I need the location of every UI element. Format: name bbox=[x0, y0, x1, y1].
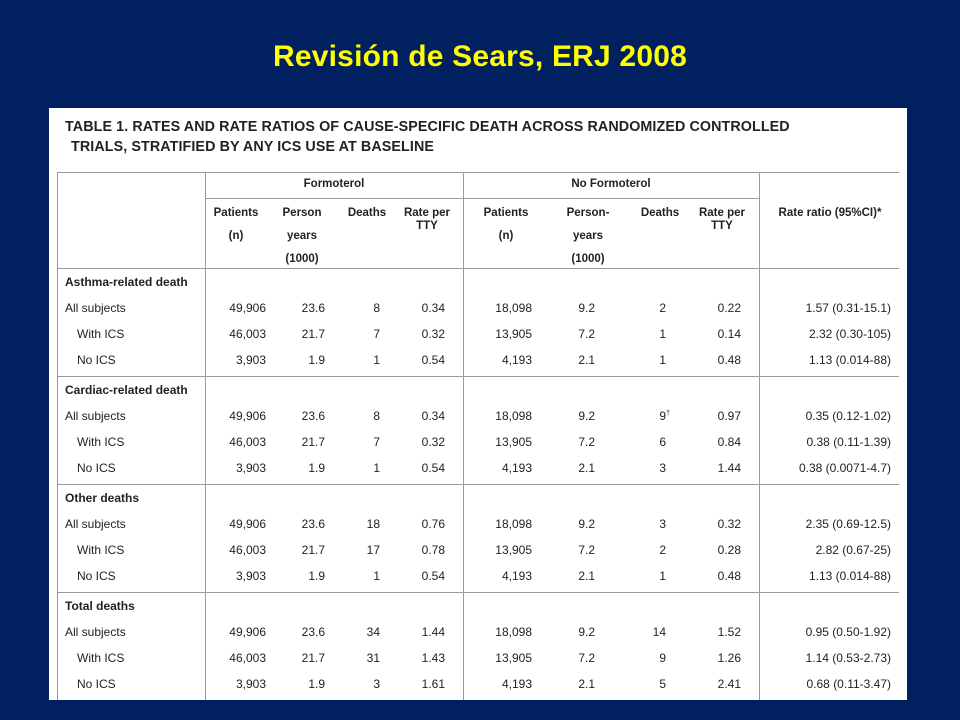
table-caption-line1: TABLE 1. RATES AND RATE RATIOS OF CAUSE-SPECIFIC DEATH ACROSS RANDOMIZED CONTROLLED bbox=[65, 119, 790, 135]
patients-no-formoterol: 13,905 bbox=[495, 327, 532, 341]
rate-ratio: 1.13 (0.014-88) bbox=[808, 353, 891, 367]
rate-no-formoterol: 0.14 bbox=[717, 327, 741, 341]
deaths-no-formoterol: 14 bbox=[652, 625, 666, 639]
rate-no-formoterol: 0.48 bbox=[717, 353, 741, 367]
col-header-patients-f: Patients bbox=[213, 207, 259, 219]
patients-no-formoterol: 4,193 bbox=[501, 353, 532, 367]
person-years-no-formoterol: 2.1 bbox=[578, 569, 595, 583]
col-header-deaths-f: Deaths bbox=[347, 207, 387, 219]
patients-no-formoterol: 13,905 bbox=[495, 651, 532, 665]
deaths-no-formoterol: 3 bbox=[659, 461, 666, 475]
rate-formoterol: 0.78 bbox=[421, 543, 445, 557]
row-divider bbox=[57, 592, 899, 593]
column-divider bbox=[759, 172, 760, 700]
rate-formoterol: 1.44 bbox=[421, 625, 445, 639]
deaths-no-formoterol: 3 bbox=[659, 517, 666, 531]
patients-formoterol: 3,903 bbox=[235, 569, 266, 583]
person-years-no-formoterol: 2.1 bbox=[578, 353, 595, 367]
col-header-rate-ratio: Rate ratio (95%CI)* bbox=[778, 207, 882, 219]
deaths-formoterol: 17 bbox=[366, 543, 380, 557]
row-divider bbox=[57, 484, 899, 485]
rate-no-formoterol: 0.32 bbox=[717, 517, 741, 531]
rate-formoterol: 0.54 bbox=[421, 461, 445, 475]
person-years-no-formoterol: 7.2 bbox=[578, 651, 595, 665]
group-header-formoterol: Formoterol bbox=[303, 178, 365, 190]
deaths-value: 9 bbox=[659, 409, 667, 423]
rate-ratio: 1.14 (0.53-2.73) bbox=[805, 651, 891, 665]
patients-no-formoterol: 4,193 bbox=[501, 677, 532, 691]
deaths-formoterol: 18 bbox=[366, 517, 380, 531]
col-header-deaths-nf: Deaths bbox=[640, 207, 680, 219]
section-header: Other deaths bbox=[65, 491, 140, 505]
person-years-formoterol: 1.9 bbox=[308, 353, 325, 367]
row-divider bbox=[57, 376, 899, 377]
rate-formoterol: 0.32 bbox=[421, 435, 445, 449]
rate-ratio: 2.32 (0.30-105) bbox=[808, 327, 891, 341]
table-caption-line2: TRIALS, STRATIFIED BY ANY ICS USE AT BASELINE bbox=[71, 139, 435, 155]
person-years-no-formoterol: 9.2 bbox=[578, 517, 595, 531]
row-label: All subjects bbox=[65, 301, 126, 315]
row-label: With ICS bbox=[77, 651, 125, 665]
person-years-formoterol: 1.9 bbox=[308, 461, 325, 475]
col-header-rate-nf: TTY bbox=[711, 220, 733, 232]
patients-no-formoterol: 18,098 bbox=[495, 517, 532, 531]
row-label: With ICS bbox=[77, 327, 125, 341]
deaths-no-formoterol: 2 bbox=[659, 301, 666, 315]
person-years-no-formoterol: 9.2 bbox=[578, 301, 595, 315]
group-header-no-formoterol: No Formoterol bbox=[571, 178, 651, 190]
rate-ratio: 1.13 (0.014-88) bbox=[808, 569, 891, 583]
person-years-formoterol: 23.6 bbox=[301, 409, 325, 423]
person-years-formoterol: 1.9 bbox=[308, 569, 325, 583]
patients-no-formoterol: 18,098 bbox=[495, 625, 532, 639]
patients-formoterol: 3,903 bbox=[235, 461, 266, 475]
person-years-no-formoterol: 7.2 bbox=[578, 543, 595, 557]
slide-title: Revisión de Sears, ERJ 2008 bbox=[273, 40, 687, 73]
person-years-formoterol: 21.7 bbox=[301, 543, 325, 557]
rate-formoterol: 0.54 bbox=[421, 353, 445, 367]
table-image bbox=[49, 108, 907, 700]
rate-ratio: 0.68 (0.11-3.47) bbox=[806, 677, 891, 691]
rate-ratio: 1.57 (0.31-15.1) bbox=[805, 301, 891, 315]
patients-no-formoterol: 4,193 bbox=[501, 461, 532, 475]
rate-no-formoterol: 1.52 bbox=[717, 625, 741, 639]
row-label: All subjects bbox=[65, 517, 126, 531]
col-header-person-years-f: Person bbox=[282, 207, 322, 219]
patients-formoterol: 3,903 bbox=[235, 353, 266, 367]
col-header-patients-f: (n) bbox=[228, 230, 244, 242]
patients-no-formoterol: 13,905 bbox=[495, 435, 532, 449]
deaths-formoterol: 1 bbox=[373, 461, 380, 475]
person-years-no-formoterol: 7.2 bbox=[578, 435, 595, 449]
rate-no-formoterol: 0.84 bbox=[717, 435, 741, 449]
patients-formoterol: 46,003 bbox=[229, 435, 266, 449]
col-header-rate-nf: Rate per bbox=[698, 207, 746, 219]
col-header-patients-nf: Patients bbox=[483, 207, 529, 219]
col-header-patients-nf: (n) bbox=[498, 230, 514, 242]
deaths-no-formoterol: 2 bbox=[659, 543, 666, 557]
rate-formoterol: 0.54 bbox=[421, 569, 445, 583]
rate-no-formoterol: 1.26 bbox=[717, 651, 741, 665]
col-header-rate-f: TTY bbox=[416, 220, 438, 232]
person-years-no-formoterol: 2.1 bbox=[578, 461, 595, 475]
patients-formoterol: 49,906 bbox=[229, 517, 266, 531]
person-years-no-formoterol: 9.2 bbox=[578, 409, 595, 423]
col-header-person-years-f: years bbox=[286, 230, 318, 242]
col-header-person-years-f: (1000) bbox=[285, 253, 319, 265]
row-label: No ICS bbox=[77, 353, 116, 367]
rate-formoterol: 0.34 bbox=[421, 301, 445, 315]
patients-formoterol: 46,003 bbox=[229, 327, 266, 341]
patients-formoterol: 49,906 bbox=[229, 625, 266, 639]
row-label: With ICS bbox=[77, 543, 125, 557]
patients-formoterol: 46,003 bbox=[229, 543, 266, 557]
deaths-formoterol: 34 bbox=[366, 625, 380, 639]
deaths-formoterol: 1 bbox=[373, 353, 380, 367]
patients-no-formoterol: 18,098 bbox=[495, 409, 532, 423]
rate-ratio: 0.38 (0.0071-4.7) bbox=[798, 461, 891, 475]
col-header-rate-f: Rate per bbox=[403, 207, 451, 219]
patients-formoterol: 49,906 bbox=[229, 301, 266, 315]
patients-formoterol: 46,003 bbox=[229, 651, 266, 665]
patients-no-formoterol: 18,098 bbox=[495, 301, 532, 315]
rate-formoterol: 0.34 bbox=[421, 409, 445, 423]
rate-no-formoterol: 0.48 bbox=[717, 569, 741, 583]
person-years-no-formoterol: 7.2 bbox=[578, 327, 595, 341]
deaths-formoterol: 7 bbox=[373, 327, 380, 341]
rate-ratio: 2.82 (0.67-25) bbox=[815, 543, 891, 557]
person-years-formoterol: 23.6 bbox=[301, 625, 325, 639]
deaths-no-formoterol: 1 bbox=[659, 327, 666, 341]
rate-ratio: 0.35 (0.12-1.02) bbox=[805, 409, 891, 423]
deaths-formoterol: 8 bbox=[373, 301, 380, 315]
person-years-formoterol: 23.6 bbox=[301, 517, 325, 531]
col-header-person-years-nf: Person- bbox=[566, 207, 610, 219]
column-divider bbox=[57, 172, 58, 700]
section-header: Asthma-related death bbox=[65, 275, 188, 289]
rate-no-formoterol: 2.41 bbox=[717, 677, 741, 691]
deaths-no-formoterol: 6 bbox=[659, 435, 666, 449]
person-years-formoterol: 21.7 bbox=[301, 327, 325, 341]
deaths-formoterol: 1 bbox=[373, 569, 380, 583]
rate-ratio: 0.38 (0.11-1.39) bbox=[806, 435, 891, 449]
patients-no-formoterol: 13,905 bbox=[495, 543, 532, 557]
patients-formoterol: 3,903 bbox=[235, 677, 266, 691]
rate-no-formoterol: 1.44 bbox=[717, 461, 741, 475]
deaths-formoterol: 3 bbox=[373, 677, 380, 691]
person-years-no-formoterol: 9.2 bbox=[578, 625, 595, 639]
rate-ratio: 0.95 (0.50-1.92) bbox=[805, 625, 891, 639]
section-header: Cardiac-related death bbox=[65, 383, 188, 397]
row-label: With ICS bbox=[77, 435, 125, 449]
person-years-formoterol: 1.9 bbox=[308, 677, 325, 691]
rate-no-formoterol: 0.22 bbox=[717, 301, 741, 315]
col-header-person-years-nf: years bbox=[572, 230, 604, 242]
deaths-no-formoterol: 5 bbox=[659, 677, 666, 691]
row-divider bbox=[57, 268, 899, 269]
row-label: No ICS bbox=[77, 461, 116, 475]
section-header: Total deaths bbox=[65, 599, 135, 613]
table-caption bbox=[65, 117, 895, 157]
col-header-person-years-nf: (1000) bbox=[571, 253, 605, 265]
row-label: No ICS bbox=[77, 677, 116, 691]
person-years-formoterol: 23.6 bbox=[301, 301, 325, 315]
row-label: All subjects bbox=[65, 625, 126, 639]
rate-formoterol: 1.43 bbox=[421, 651, 445, 665]
deaths-formoterol: 31 bbox=[366, 651, 380, 665]
deaths-no-formoterol: 1 bbox=[659, 353, 666, 367]
rate-formoterol: 0.76 bbox=[421, 517, 445, 531]
deaths-no-formoterol: 1 bbox=[659, 569, 666, 583]
person-years-no-formoterol: 2.1 bbox=[578, 677, 595, 691]
person-years-formoterol: 21.7 bbox=[301, 651, 325, 665]
person-years-formoterol: 21.7 bbox=[301, 435, 325, 449]
rate-formoterol: 1.61 bbox=[421, 677, 445, 691]
patients-no-formoterol: 4,193 bbox=[501, 569, 532, 583]
rate-no-formoterol: 0.28 bbox=[717, 543, 741, 557]
rate-formoterol: 0.32 bbox=[421, 327, 445, 341]
patients-formoterol: 49,906 bbox=[229, 409, 266, 423]
group-header-divider bbox=[205, 198, 759, 199]
row-label: All subjects bbox=[65, 409, 126, 423]
row-label: No ICS bbox=[77, 569, 116, 583]
footnote-dagger: † bbox=[666, 410, 670, 417]
rate-ratio: 2.35 (0.69-12.5) bbox=[805, 517, 891, 531]
deaths-formoterol: 8 bbox=[373, 409, 380, 423]
deaths-no-formoterol: 9 bbox=[659, 651, 666, 665]
row-divider bbox=[57, 172, 899, 173]
rate-no-formoterol: 0.97 bbox=[717, 409, 741, 423]
deaths-formoterol: 7 bbox=[373, 435, 380, 449]
